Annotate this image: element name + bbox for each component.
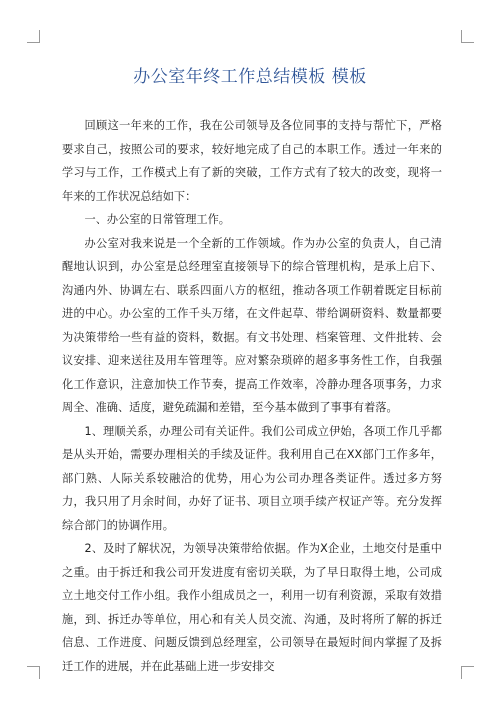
page-corner-mark-bottom-left <box>27 666 40 679</box>
paragraph-office-role: 办公室对我来说是一个全新的工作领域。作为办公室的负责人，自己清醒地认识到，办公室是总经理室直接领导下的综合管理机构，是承上启下、沟通内外、协调左右、联系四面八方的枢纽，推动各项工作朝着既定目标前进的中心。办公室的工作千头万绪，在文件起草、带给调研资料、数量都要为决策带给一些有益的资料，数据。有文书处理、档案管理、文件批转、会议安排、迎来送往及用车管理等。应对繁杂琐碎的超多事务性工作，自我强化工作意识，注意加快工作节奏，提高工作效率，冷静办理各项事务，力求周全、准确、适度，避免疏漏和差错，至今基本做到了事事有着落。 <box>62 236 442 414</box>
paragraph-item-1-certificates: 1、理顺关系，办理公司有关证件。我们公司成立伊始，各项工作几乎都是从头开始，需要办理相关的手续及证件。我利用自己在XX部门工作多年，部门熟、人际关系较融洽的优势，用心为公司办理各类证件。透过多方努力，我只用了月余时间，办好了证书、项目立项手续产权证产等。充分发挥综合部门的协调作用。 <box>62 424 442 532</box>
paragraph-intro: 回顾这一年来的工作，我在公司领导及各位同事的支持与帮忙下，严格要求自己，按照公司的要求，较好地完成了自己的本职工作。透过一年来的学习与工作，工作模式上有了新的突破，工作方式有了较大的改变，现将一年来的工作状况总结如下： <box>62 119 442 203</box>
page-corner-mark-top-left <box>27 30 40 43</box>
page-corner-mark-top-right <box>461 30 474 43</box>
page-corner-mark-bottom-right <box>461 666 474 679</box>
paragraph-item-2-decision-support: 2、及时了解状况，为领导决策带给依据。作为X企业，土地交付是重中之重。由于拆迁和我公司开发进度有密切关联，为了早日取得土地，公司成立土地交付工作小组。我作小组成员之一，利用一切有利资源，采取有效措施，到、拆迁办等单位，用心和有关人员交流、沟通，及时将所了解的拆迁信息、工作进度、问题反馈到总经理室，公司领导在最短时间内掌握了及拆迁工作的进展，并在此基础上进一步安排交 <box>62 542 442 673</box>
section-heading-daily-management: 一、办公室的日常管理工作。 <box>84 213 230 226</box>
document-body <box>62 114 442 678</box>
document-title: 办公室年终工作总结模板 模板 <box>133 67 367 87</box>
